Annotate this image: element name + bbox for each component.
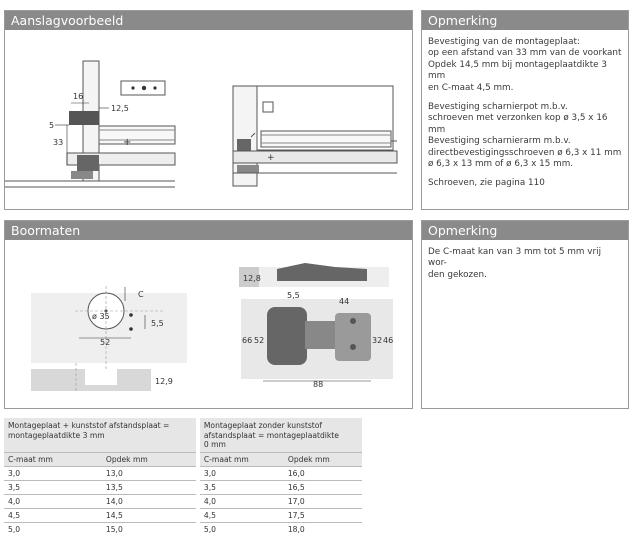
dim-12-9: 12,9 [155, 377, 173, 386]
opmerking-body-1 [422, 30, 628, 190]
table-row [4, 523, 362, 537]
table-col-header: Opdek mm [284, 453, 362, 467]
table-row [4, 481, 362, 495]
table-cell: 17,0 [284, 495, 362, 509]
dim-44: 44 [339, 297, 350, 306]
aanslag-diagram [5, 31, 412, 209]
boormaten-title: Boormaten [5, 221, 412, 240]
table-cell: 13,0 [102, 467, 198, 481]
note-paragraph: Schroeven, zie pagina 110 [428, 178, 545, 189]
table-cell: 5,0 [4, 523, 102, 537]
svg-text:+: + [267, 153, 275, 163]
table-cell: 13,5 [102, 481, 198, 495]
table-cell: 3,5 [198, 481, 284, 495]
dim-33: 33 [53, 138, 64, 147]
drawer-front-left [99, 126, 175, 144]
note-paragraph: Bevestiging scharnierpot m.b.v. schroeven met verzonken kop ø 3,5 x 16 mm Bevestiging scharnierarm m.b.v. directbevestigingsschroeven ø 6,3 x 11 mm ø 6,3 x 13 mm of ø 6,3 x 15 mm. [428, 102, 622, 170]
dim-12-5: 12,5 [111, 104, 129, 113]
hinge-cup-top [267, 307, 307, 365]
table-cell: 14,5 [102, 509, 198, 523]
dim-16: 16 [73, 92, 84, 101]
opdek-table [4, 418, 362, 536]
table-cell: 18,0 [284, 523, 362, 537]
table-cell: 3,0 [4, 467, 102, 481]
table-cell: 16,0 [284, 467, 362, 481]
table-group-header-2: Montageplaat zonder kunststof afstandsplaat = montageplaatdikte 0 mm [198, 418, 362, 453]
note-paragraph: De C-maat kan van 3 mm tot 5 mm vrij wor- den gekozen. [428, 247, 602, 280]
dim-35: ø 35 [92, 312, 110, 321]
boormaten-panel [4, 220, 413, 409]
table-col-header: Opdek mm [102, 453, 198, 467]
table-col-header: C-maat mm [4, 453, 102, 467]
mounting-plate-left [69, 111, 99, 125]
opmerking-panel-1 [421, 10, 629, 210]
table-cell: 17,5 [284, 509, 362, 523]
opmerking-title-2: Opmerking [422, 221, 628, 240]
dim-52: 52 [100, 338, 111, 347]
table-cell: 4,5 [198, 509, 284, 523]
hinge-right [237, 139, 251, 151]
dim-5-5-top: 5,5 [287, 291, 300, 300]
opmerking-panel-2 [421, 220, 629, 409]
aanslag-title: Aanslagvoorbeeld [5, 11, 412, 30]
table-cell: 4,5 [4, 509, 102, 523]
dim-66: 66 [242, 336, 253, 345]
plus-marker: + [123, 137, 132, 148]
hinge-cup-left [77, 155, 99, 171]
table-cell: 3,5 [4, 481, 102, 495]
dim-32: 32 [372, 336, 383, 345]
dim-12-8: 12,8 [243, 274, 261, 283]
dim-46: 46 [383, 336, 394, 345]
drawer-front-right [261, 131, 391, 147]
table-row [4, 495, 362, 509]
boormaten-diagram [5, 241, 412, 408]
table-col-header: C-maat mm [198, 453, 284, 467]
hinge-arm-top [305, 321, 337, 349]
opmerking-body-2 [422, 240, 628, 281]
dim-5: 5 [49, 121, 55, 130]
table-row [4, 467, 362, 481]
dim-88: 88 [313, 380, 324, 389]
table-cell: 4,0 [198, 495, 284, 509]
table-row [4, 509, 362, 523]
table-cell: 5,0 [198, 523, 284, 537]
table-group-header-1: Montageplaat + kunststof afstandsplaat = montageplaatdikte 3 mm [4, 418, 198, 453]
aanslag-panel [4, 10, 413, 210]
table-cell: 15,0 [102, 523, 198, 537]
table-cell: 16,5 [284, 481, 362, 495]
table-cell: 3,0 [198, 467, 284, 481]
opmerking-title-1: Opmerking [422, 11, 628, 30]
dim-5-5: 5,5 [151, 319, 164, 328]
table-cell: 4,0 [4, 495, 102, 509]
note-paragraph: Bevestiging van de montageplaat: op een afstand van 33 mm van de voorkant Opdek 14,5 mm bij montageplaatdikte 3 mm en C-maat 4,5 mm. [428, 37, 622, 93]
door-right [233, 151, 397, 163]
table-cell: 14,0 [102, 495, 198, 509]
dim-c: C [138, 290, 144, 299]
dim-52-top: 52 [254, 336, 265, 345]
